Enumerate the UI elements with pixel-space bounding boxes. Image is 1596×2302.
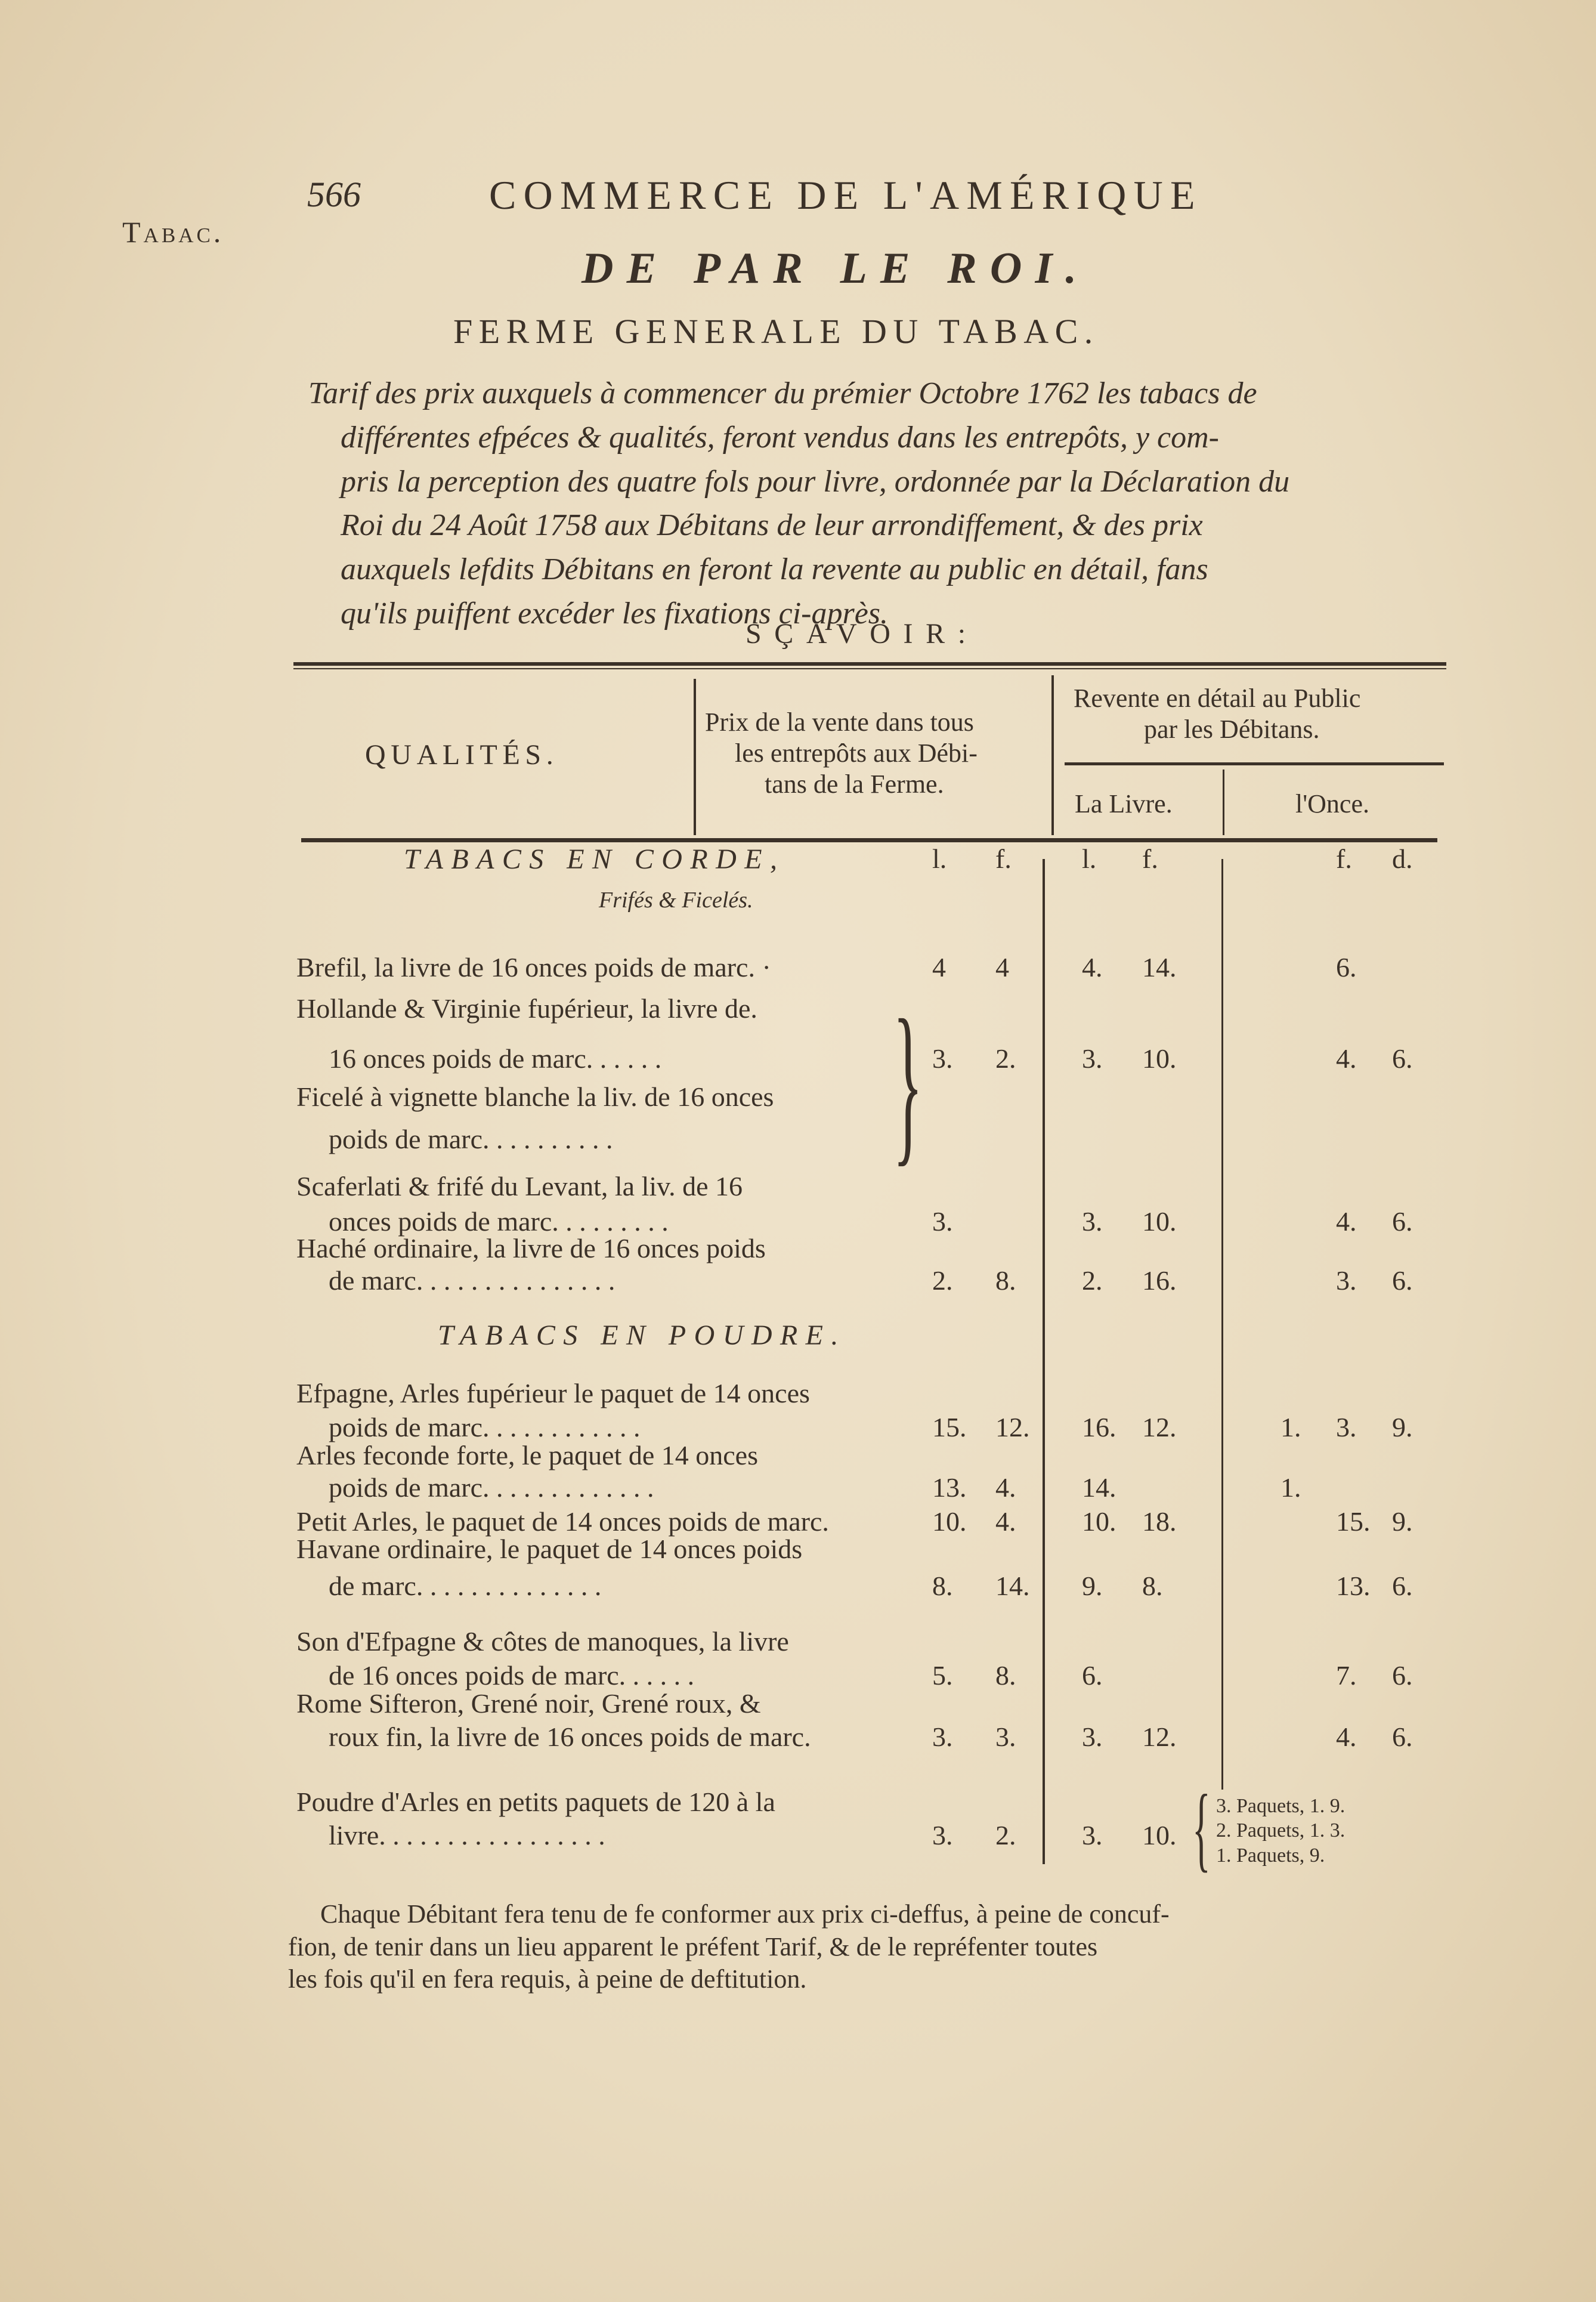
closing-line: les fois qu'il en fera requis, à peine de deftitution. xyxy=(288,1964,807,1994)
unit-label: l. xyxy=(932,843,947,874)
livre-value: 3. xyxy=(1082,1820,1103,1850)
livre-value: 3. xyxy=(1082,1722,1103,1752)
livre-value: 10. xyxy=(1142,1820,1177,1850)
livre-value: 3. xyxy=(1082,1043,1103,1074)
item-description: poids de marc. . . . . . . . . . . . . xyxy=(329,1472,654,1503)
prix-value: 10. xyxy=(932,1506,967,1537)
once-value: 9. xyxy=(1392,1412,1413,1442)
once-value: 4. xyxy=(1336,1206,1357,1237)
once-value: 6. xyxy=(1392,1265,1413,1296)
intro-line: qu'ils puiffent excéder les fixations ci-après. xyxy=(341,597,889,631)
once-value: 9. xyxy=(1392,1506,1413,1537)
item-description: roux fin, la livre de 16 onces poids de marc. xyxy=(329,1722,811,1752)
item-description: poids de marc. . . . . . . . . . xyxy=(329,1124,613,1154)
intro-line: différentes efpéces & qualités, feront vendus dans les entrepôts, y com- xyxy=(341,421,1219,455)
once-value: 13. xyxy=(1336,1571,1371,1601)
livre-value: 4. xyxy=(1082,952,1103,982)
header-divider-3 xyxy=(1223,770,1224,835)
once-value: 3. xyxy=(1336,1265,1357,1296)
livre-value: 2. xyxy=(1082,1265,1103,1296)
livre-value: 16. xyxy=(1082,1412,1116,1442)
revente-subrule xyxy=(1065,762,1444,765)
column-rule-prix xyxy=(1043,859,1045,1864)
item-description: Son d'Efpagne & côtes de manoques, la livre xyxy=(296,1626,789,1657)
header-divider-1 xyxy=(694,679,696,835)
item-description: Haché ordinaire, la livre de 16 onces poids xyxy=(296,1233,766,1263)
header-prix-line: les entrepôts aux Débi- xyxy=(735,739,978,768)
prix-value: 3. xyxy=(932,1206,953,1237)
once-value: 6. xyxy=(1392,1043,1413,1074)
prix-value: 8. xyxy=(932,1571,953,1601)
brace-icon: { xyxy=(1192,1775,1211,1881)
livre-value: 10. xyxy=(1082,1506,1116,1537)
paquets-price: 1. Paquets, 9. xyxy=(1216,1844,1325,1867)
livre-value: 14. xyxy=(1082,1472,1116,1503)
brace-icon: } xyxy=(893,983,923,1181)
prix-value: 2. xyxy=(932,1265,953,1296)
item-description: Petit Arles, le paquet de 14 onces poids de marc. xyxy=(296,1506,829,1537)
livre-value: 8. xyxy=(1142,1571,1163,1601)
once-value: 1. xyxy=(1280,1412,1301,1442)
prix-value: 3. xyxy=(932,1820,953,1850)
unit-label: d. xyxy=(1392,843,1413,874)
item-description: Poudre d'Arles en petits paquets de 120 à la xyxy=(296,1787,775,1817)
item-description: Brefil, la livre de 16 onces poids de marc. · xyxy=(296,952,771,982)
item-description: Arles feconde forte, le paquet de 14 onces xyxy=(296,1440,759,1470)
header-prix-line: Prix de la vente dans tous xyxy=(705,707,974,737)
item-description: de marc. . . . . . . . . . . . . . xyxy=(329,1571,602,1601)
intro-line: Tarif des prix auxquels à commencer du prémier Octobre 1762 les tabacs de xyxy=(308,376,1257,410)
prix-value: 15. xyxy=(932,1412,967,1442)
header-qualites: QUALITÉS. xyxy=(365,739,559,771)
prix-value: 2. xyxy=(995,1820,1016,1850)
prix-value: 4 xyxy=(932,952,946,982)
item-description: de marc. . . . . . . . . . . . . . . xyxy=(329,1265,615,1296)
prix-value: 2. xyxy=(995,1043,1016,1074)
header-once: l'Once. xyxy=(1295,789,1369,818)
table-top-rule-thin xyxy=(293,668,1446,669)
header-prix-line: tans de la Ferme. xyxy=(765,770,944,799)
livre-value: 18. xyxy=(1142,1506,1177,1537)
prix-value: 3. xyxy=(932,1043,953,1074)
prix-value: 4. xyxy=(995,1472,1016,1503)
column-rule-livre xyxy=(1221,859,1223,1790)
once-value: 6. xyxy=(1392,1722,1413,1752)
once-value: 6. xyxy=(1336,952,1357,982)
prix-value: 3. xyxy=(932,1722,953,1752)
unit-label: l. xyxy=(1082,843,1097,874)
livre-value: 3. xyxy=(1082,1206,1103,1237)
intro-line: Roi du 24 Août 1758 aux Débitans de leur arrondiffement, & des prix xyxy=(341,508,1203,542)
closing-line: Chaque Débitant fera tenu de fe conformer aux prix ci-deffus, à peine de concuf- xyxy=(320,1899,1170,1929)
once-value: 1. xyxy=(1280,1472,1301,1503)
section-title: TABACS EN CORDE, xyxy=(404,843,785,875)
livre-value: 16. xyxy=(1142,1265,1177,1296)
once-value: 3. xyxy=(1336,1412,1357,1442)
once-value: 15. xyxy=(1336,1506,1371,1537)
section-title: TABACS EN POUDRE. xyxy=(438,1320,846,1351)
paquets-price: 2. Paquets, 1. 3. xyxy=(1216,1819,1346,1841)
item-description: onces poids de marc. . . . . . . . . xyxy=(329,1206,669,1237)
item-description: de 16 onces poids de marc. . . . . . xyxy=(329,1660,695,1691)
prix-value: 13. xyxy=(932,1472,967,1503)
header-revente-line: par les Débitans. xyxy=(1144,715,1320,744)
item-description: Efpagne, Arles fupérieur le paquet de 14 onces xyxy=(296,1378,810,1408)
prix-value: 3. xyxy=(995,1722,1016,1752)
header-livre: La Livre. xyxy=(1075,789,1173,818)
scavoir-heading: SÇAVOIR: xyxy=(746,618,979,650)
table-top-rule xyxy=(293,662,1446,666)
livre-value: 12. xyxy=(1142,1412,1177,1442)
prix-value: 4. xyxy=(995,1506,1016,1537)
item-description: Rome Sifteron, Grené noir, Grené roux, & xyxy=(296,1688,761,1719)
item-description: Hollande & Virginie fupérieur, la livre de. xyxy=(296,993,757,1024)
item-description: 16 onces poids de marc. . . . . . xyxy=(329,1043,662,1074)
prix-value: 8. xyxy=(995,1660,1016,1691)
unit-label: f. xyxy=(1142,843,1158,874)
once-value: 6. xyxy=(1392,1206,1413,1237)
heading: FERME GENERALE DU TABAC. xyxy=(453,312,1099,351)
header-revente-line: Revente en détail au Public xyxy=(1074,684,1361,713)
unit-label: f. xyxy=(1336,843,1352,874)
section-subtitle: Frifés & Ficelés. xyxy=(599,888,753,913)
livre-value: 9. xyxy=(1082,1571,1103,1601)
livre-value: 10. xyxy=(1142,1206,1177,1237)
paquets-price: 3. Paquets, 1. 9. xyxy=(1216,1795,1346,1817)
prix-value: 12. xyxy=(995,1412,1030,1442)
decree-title: DE PAR LE ROI. xyxy=(582,244,1090,293)
item-description: Ficelé à vignette blanche la liv. de 16 onces xyxy=(296,1082,774,1112)
running-title: COMMERCE DE L'AMÉRIQUE xyxy=(489,172,1202,218)
livre-value: 12. xyxy=(1142,1722,1177,1752)
prix-value: 14. xyxy=(995,1571,1030,1601)
unit-label: f. xyxy=(995,843,1012,874)
livre-value: 14. xyxy=(1142,952,1177,982)
prix-value: 5. xyxy=(932,1660,953,1691)
closing-line: fion, de tenir dans un lieu apparent le préfent Tarif, & de le repréfenter toutes xyxy=(288,1932,1098,1961)
item-description: poids de marc. . . . . . . . . . . . xyxy=(329,1412,641,1442)
prix-value: 8. xyxy=(995,1265,1016,1296)
livre-value: 10. xyxy=(1142,1043,1177,1074)
header-bottom-rule xyxy=(301,838,1437,842)
once-value: 6. xyxy=(1392,1660,1413,1691)
header-divider-2 xyxy=(1051,675,1054,835)
intro-line: auxquels lefdits Débitans en feront la revente au public en détail, fans xyxy=(341,552,1208,586)
once-value: 4. xyxy=(1336,1722,1357,1752)
once-value: 7. xyxy=(1336,1660,1357,1691)
page-number: 566 xyxy=(307,175,361,214)
item-description: Havane ordinaire, le paquet de 14 onces poids xyxy=(296,1534,803,1564)
livre-value: 6. xyxy=(1082,1660,1103,1691)
intro-line: pris la perception des quatre fols pour livre, ordonnée par la Déclaration du xyxy=(341,465,1290,499)
margin-note: Tabac. xyxy=(122,215,224,249)
once-value: 6. xyxy=(1392,1571,1413,1601)
prix-value: 4 xyxy=(995,952,1009,982)
item-description: Scaferlati & frifé du Levant, la liv. de 16 xyxy=(296,1171,743,1201)
once-value: 4. xyxy=(1336,1043,1357,1074)
item-description: livre. . . . . . . . . . . . . . . . . xyxy=(329,1820,605,1850)
